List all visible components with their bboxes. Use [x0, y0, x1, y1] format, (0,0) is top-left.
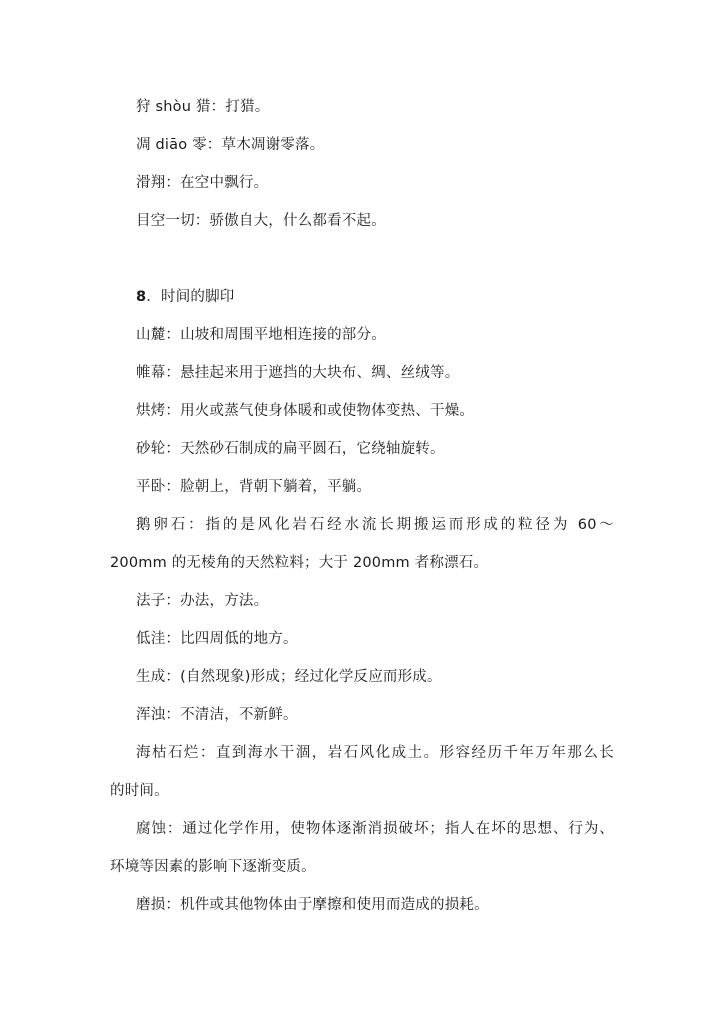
- definition-huaxiang: 滑翔：在空中飘行。: [136, 175, 269, 191]
- definition-diwa: 低洼：比四周低的地方。: [136, 631, 298, 647]
- definition-diaoling: 凋 diāo 零：草木凋谢零落。: [136, 137, 325, 153]
- definition-shoulie: 狩 shòu 猎：打猎。: [136, 99, 270, 115]
- definition-fushi-line1: 腐蚀：通过化学作用，使物体逐渐消损破坏；指人在坏的思想、行为、: [136, 821, 614, 837]
- definition-pingwo: 平卧：脸朝上，背朝下躺着，平躺。: [136, 479, 372, 495]
- section-title: 时间的脚印: [161, 289, 235, 305]
- section-heading: [136, 287, 235, 307]
- definition-haikushilan-line1: 海枯石烂：直到海水干涸，岩石风化成土。形容经历千年万年那么长: [136, 745, 614, 761]
- section-separator: ．: [146, 289, 161, 305]
- section-number: 8: [136, 289, 147, 305]
- definition-fushi-line2: 环境等因素的影响下逐渐变质。: [110, 859, 316, 875]
- definition-hunzhuo: 浑浊：不清洁，不新鲜。: [136, 707, 298, 723]
- definition-shalun: 砂轮：天然砂石制成的扁平圆石，它绕轴旋转。: [136, 441, 445, 457]
- definition-eluanshi-line1: 鹅卵石：指的是风化岩石经水流长期搬运而形成的粒径为 60～: [136, 517, 614, 533]
- definition-mukongyiqie: 目空一切：骄傲自大，什么都看不起。: [136, 213, 386, 229]
- definition-eluanshi-line2: 200mm 的无棱角的天然粒料；大于 200mm 者称漂石。: [110, 555, 489, 571]
- definition-mosun: 磨损：机件或其他物体由于摩擦和使用而造成的损耗。: [136, 897, 489, 913]
- definition-haikushilan-line2: 的时间。: [110, 783, 169, 799]
- definition-hongkao: 烘烤：用火或蒸气使身体暖和或使物体变热、干燥。: [136, 403, 475, 419]
- definition-shanlu: 山麓：山坡和周围平地相连接的部分。: [136, 327, 386, 343]
- definition-shengcheng: 生成：(自然现象)形成；经过化学反应而形成。: [136, 669, 442, 685]
- definition-weimu: 帷幕：悬挂起来用于遮挡的大块布、绸、丝绒等。: [136, 365, 460, 381]
- definition-fazi: 法子：办法，方法。: [136, 593, 269, 609]
